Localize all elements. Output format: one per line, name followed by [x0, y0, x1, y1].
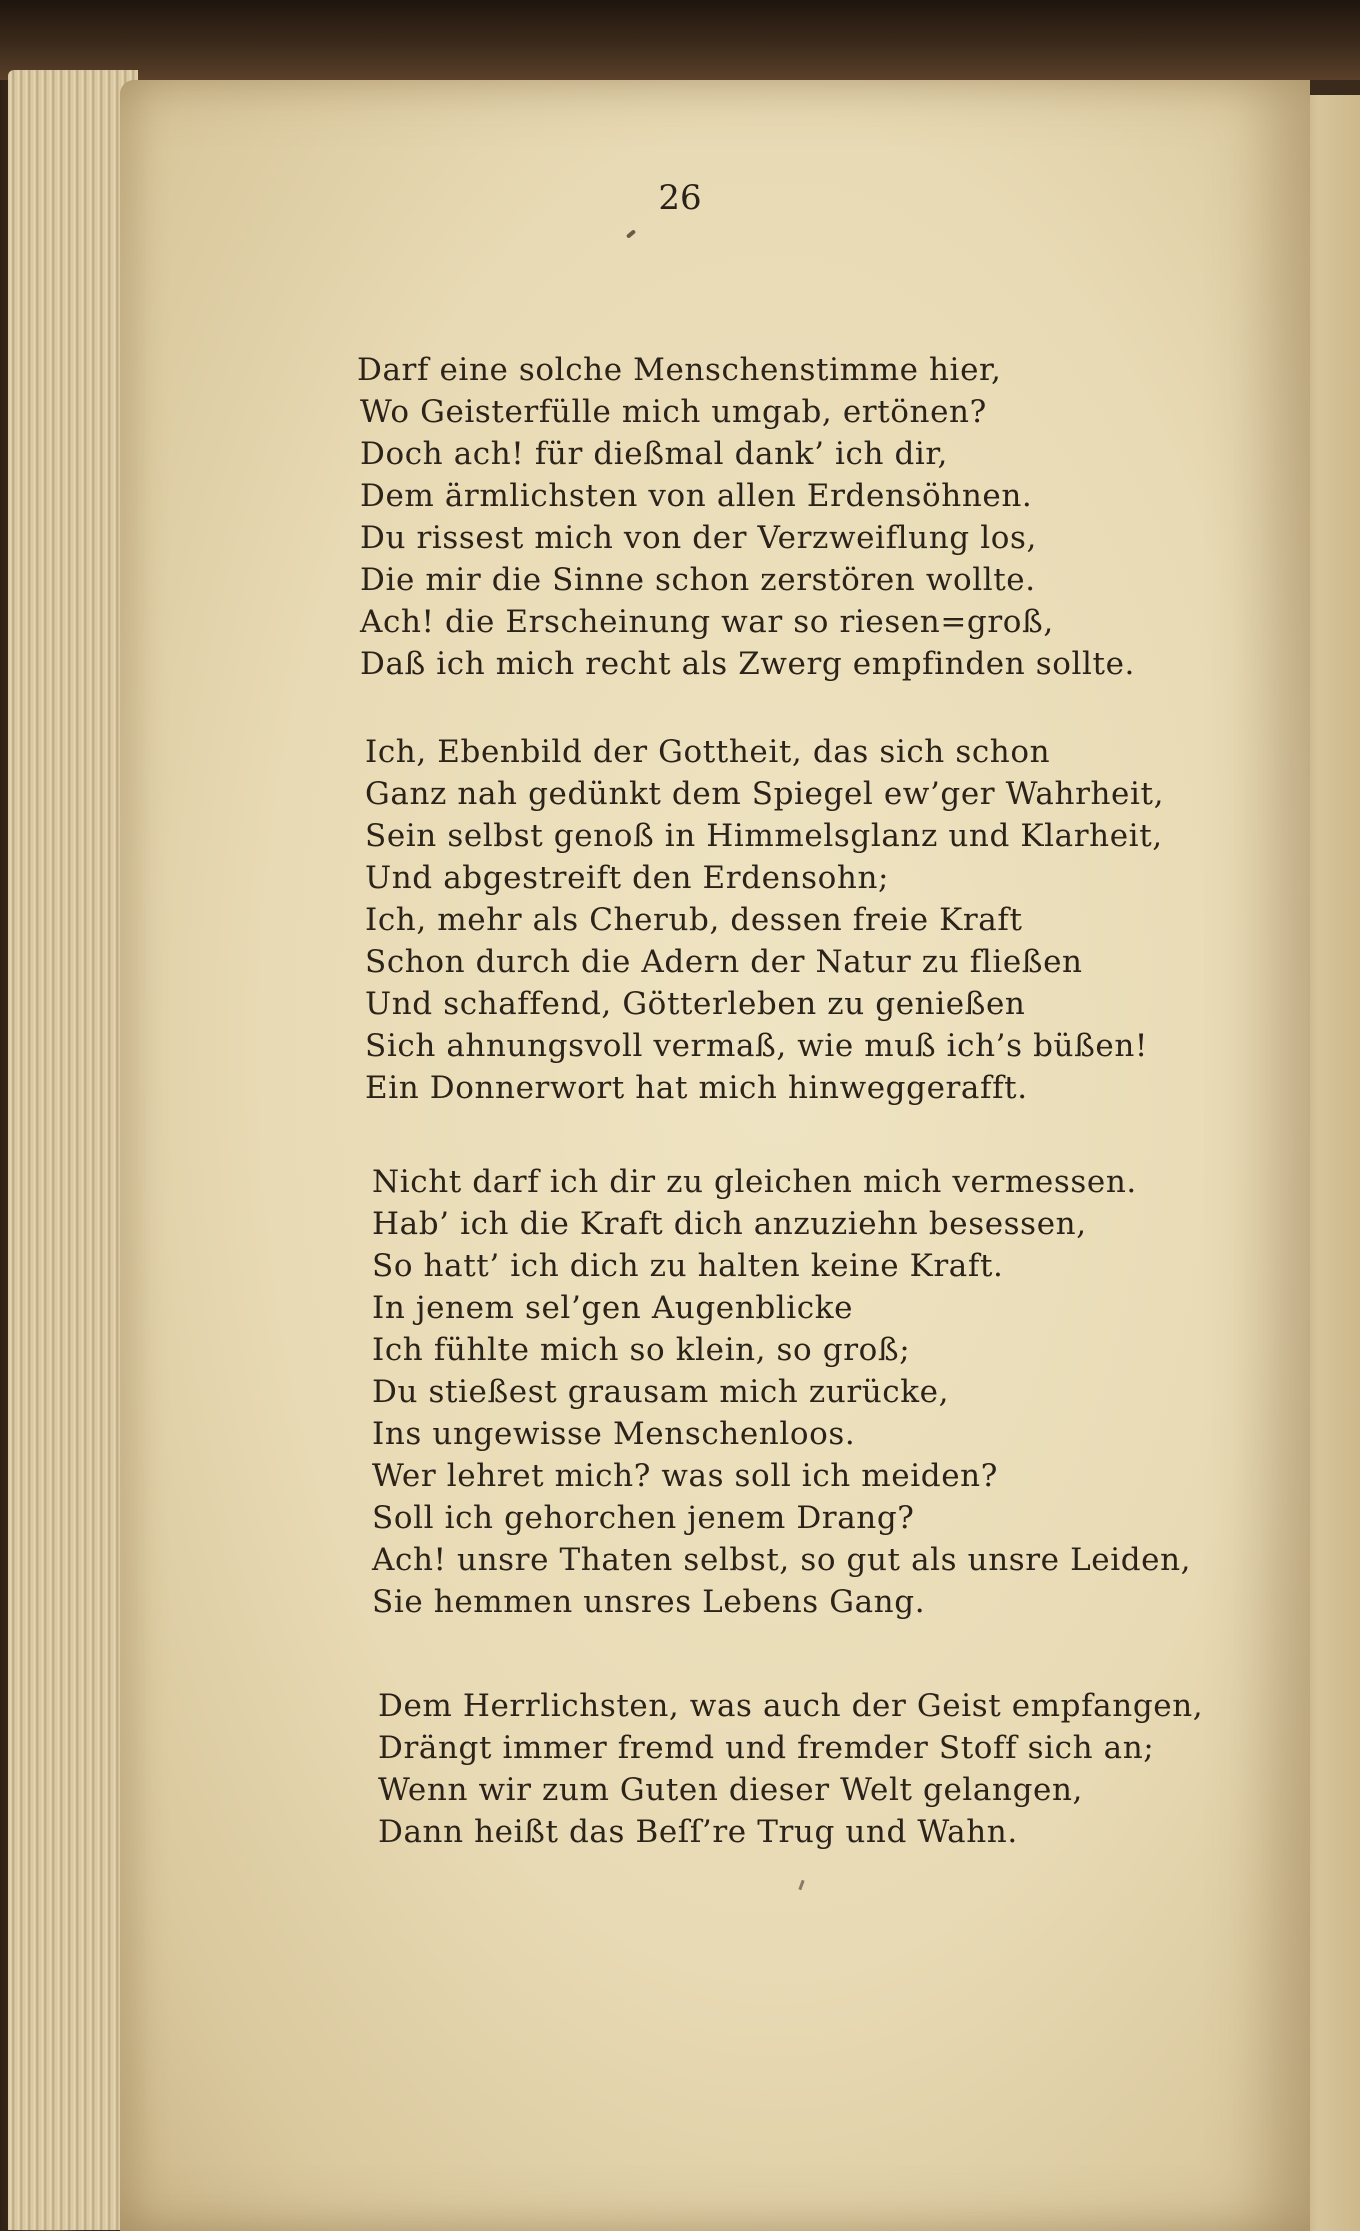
poem-line: Ich, Ebenbild der Gottheit, das sich schon: [365, 734, 1051, 770]
poem-line: Und schaffend, Götterleben zu genießen: [365, 986, 1026, 1022]
poem-line: Ins ungewisse Menschenloos.: [372, 1416, 856, 1452]
poem-line: Dann heißt das Beſſ’re Trug und Wahn.: [378, 1814, 1018, 1850]
page-number: 26: [658, 178, 702, 218]
poem-line: Und abgestreift den Erdensohn;: [365, 860, 890, 896]
poem-line: Drängt immer fremd und fremder Stoff sich an;: [378, 1730, 1155, 1766]
poem-line: Hab’ ich die Kraft dich anzuziehn besessen,: [372, 1206, 1087, 1242]
poem-line: Ganz nah gedünkt dem Spiegel ew’ger Wahrheit,: [365, 776, 1165, 812]
poem-line: Ach! unsre Thaten selbst, so gut als unsre Leiden,: [372, 1542, 1192, 1578]
poem-line: Ach! die Erscheinung war so riesen=groß,: [360, 604, 1054, 640]
poem-line: Die mir die Sinne schon zerstören wollte.: [360, 562, 1036, 598]
poem-line: Sie hemmen unsres Lebens Gang.: [372, 1584, 926, 1620]
poem-line: Dem ärmlichsten von allen Erdensöhnen.: [360, 478, 1033, 514]
poem-line: Ich fühlte mich so klein, so groß;: [372, 1332, 911, 1368]
poem-line: Du rissest mich von der Verzweiflung los,: [360, 520, 1037, 556]
poem-line: Daß ich mich recht als Zwerg empfinden sollte.: [360, 646, 1135, 682]
poem-line: Wo Geisterfülle mich umgab, ertönen?: [360, 394, 987, 430]
poem-line: Sich ahnungsvoll vermaß, wie muß ich’s büßen!: [365, 1028, 1148, 1064]
poem-line: Ein Donnerwort hat mich hinweggerafft.: [365, 1070, 1028, 1106]
poem-line: Soll ich gehorchen jenem Drang?: [372, 1500, 915, 1536]
poem-line: Du stießest grausam mich zurücke,: [372, 1374, 950, 1410]
poem-line: In jenem sel’gen Augenblicke: [372, 1290, 854, 1326]
poem-line: Nicht darf ich dir zu gleichen mich vermessen.: [372, 1164, 1137, 1200]
poem-line: So hatt’ ich dich zu halten keine Kraft.: [372, 1248, 1004, 1284]
poem-line: Dem Herrlichsten, was auch der Geist empfangen,: [378, 1688, 1204, 1724]
poem-line: Sein selbst genoß in Himmelsglanz und Klarheit,: [365, 818, 1163, 854]
poem-line: Doch ach! für dießmal dank’ ich dir,: [360, 436, 948, 472]
poem-line: Wer lehret mich? was soll ich meiden?: [372, 1458, 998, 1494]
poem-line: Wenn wir zum Guten dieser Welt gelangen,: [378, 1772, 1083, 1808]
poem-line: Schon durch die Adern der Natur zu fließen: [365, 944, 1083, 980]
poem-line: Darf eine solche Menschenstimme hier,: [357, 352, 1002, 388]
poem-line: Ich, mehr als Cherub, dessen freie Kraft: [365, 902, 1023, 938]
